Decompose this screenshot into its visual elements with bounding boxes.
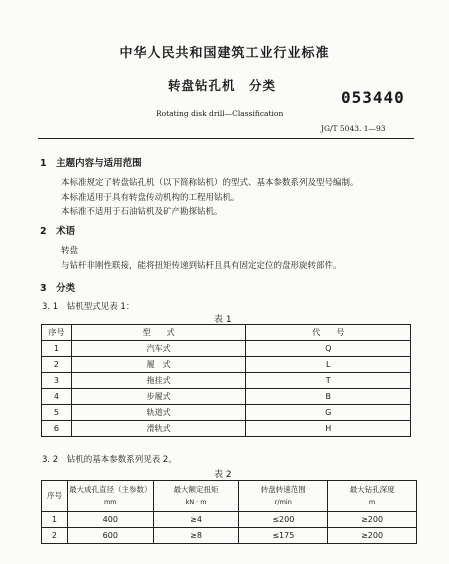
table-cell: 拖挂式	[71, 373, 246, 389]
table-1-header-cell: 代 号	[246, 325, 411, 341]
table-cell: ≥8	[153, 528, 239, 544]
section-2-heading: 2 术语	[40, 226, 76, 237]
table-cell: 1	[42, 512, 68, 528]
table-cell: G	[246, 405, 411, 421]
table-cell: 2	[42, 357, 72, 373]
header-unit: r/min	[274, 498, 292, 506]
header-label: 转盘转速范围	[260, 485, 306, 494]
table-2-header-cell	[42, 481, 68, 512]
table-cell: 2	[42, 528, 68, 544]
section-3-heading: 3 分类	[40, 283, 76, 294]
table-cell: Q	[246, 341, 411, 357]
table-2	[41, 480, 417, 544]
table-row	[42, 512, 417, 528]
section-1-paragraph-1: 本标准规定了转盘钻孔机（以下简称钻机）的型式、基本参数系列及型号编制。	[61, 178, 359, 188]
section-1-heading: 1 主题内容与适用范围	[40, 158, 142, 169]
table-cell: 履 式	[71, 357, 246, 373]
header-label: 最大钻孔深度	[349, 485, 395, 494]
table-cell: H	[246, 421, 411, 437]
table-cell: T	[246, 373, 411, 389]
table-cell: 汽车式	[71, 341, 246, 357]
table-cell: L	[246, 357, 411, 373]
table-1-header-cell: 序号	[42, 325, 72, 341]
table-cell: ≤200	[239, 512, 328, 528]
table-2-header-row	[42, 481, 417, 512]
table-cell: 400	[67, 512, 153, 528]
table-cell: 1	[42, 341, 72, 357]
table-1-header-cell: 型 式	[71, 325, 246, 341]
section-3-2-text: 3. 2 钻机的基本参数系列见表 2。	[42, 455, 177, 465]
table-cell: 4	[42, 389, 72, 405]
table-1-caption: 表 1	[214, 315, 232, 325]
table-2-header-cell	[239, 481, 328, 512]
section-3-1-text: 3. 1 钻机型式见表 1：	[42, 302, 135, 312]
table-cell: 6	[42, 421, 72, 437]
document-number: 053440	[341, 88, 405, 107]
standard-header-title: 中华人民共和国建筑工业行业标准	[119, 46, 330, 61]
header-label: 最大成孔直径（主参数）	[69, 485, 152, 494]
table-cell: 步履式	[71, 389, 246, 405]
table-cell: ≤175	[239, 528, 328, 544]
table-row	[42, 528, 417, 544]
section-1-paragraph-2: 本标准适用于具有转盘传动机构的工程用钻机。	[61, 193, 240, 203]
section-2-definition: 与钻杆非刚性联接，能将扭矩传递到钻杆且具有固定定位的盘形旋转部件。	[61, 261, 342, 271]
header-label: 最大额定扭矩	[173, 485, 219, 494]
table-cell: ≥200	[328, 512, 417, 528]
standard-code: JG/T 5043. 1—93	[321, 124, 386, 133]
table-2-header-cell	[67, 481, 153, 512]
table-cell: 滑轨式	[71, 421, 246, 437]
header-unit: mm	[103, 498, 117, 506]
header-label: 序号	[46, 491, 62, 500]
table-2-header-cell	[153, 481, 239, 512]
table-row	[42, 341, 411, 357]
table-2-header-cell	[328, 481, 417, 512]
table-cell: 轨道式	[71, 405, 246, 421]
header-unit: kN · m	[185, 498, 207, 506]
table-2-caption: 表 2	[214, 470, 232, 480]
document-subtitle: Rotating disk drill—Classification	[156, 109, 284, 118]
table-1-header-row	[42, 325, 411, 341]
header-divider	[38, 138, 414, 139]
table-cell: ≥4	[153, 512, 239, 528]
table-row	[42, 373, 411, 389]
table-1	[41, 324, 411, 437]
section-2-term: 转盘	[61, 246, 79, 256]
table-row	[42, 357, 411, 373]
document-title: 转盘钻孔机 分类	[168, 78, 277, 93]
table-row	[42, 405, 411, 421]
table-cell: ≥200	[328, 528, 417, 544]
table-cell: B	[246, 389, 411, 405]
table-cell: 600	[67, 528, 153, 544]
table-cell: 3	[42, 373, 72, 389]
header-unit: m	[368, 498, 376, 506]
table-cell: 5	[42, 405, 72, 421]
table-row	[42, 421, 411, 437]
table-row	[42, 389, 411, 405]
section-1-paragraph-3: 本标准不适用于石油钻机及矿产勘探钻机。	[61, 207, 223, 217]
